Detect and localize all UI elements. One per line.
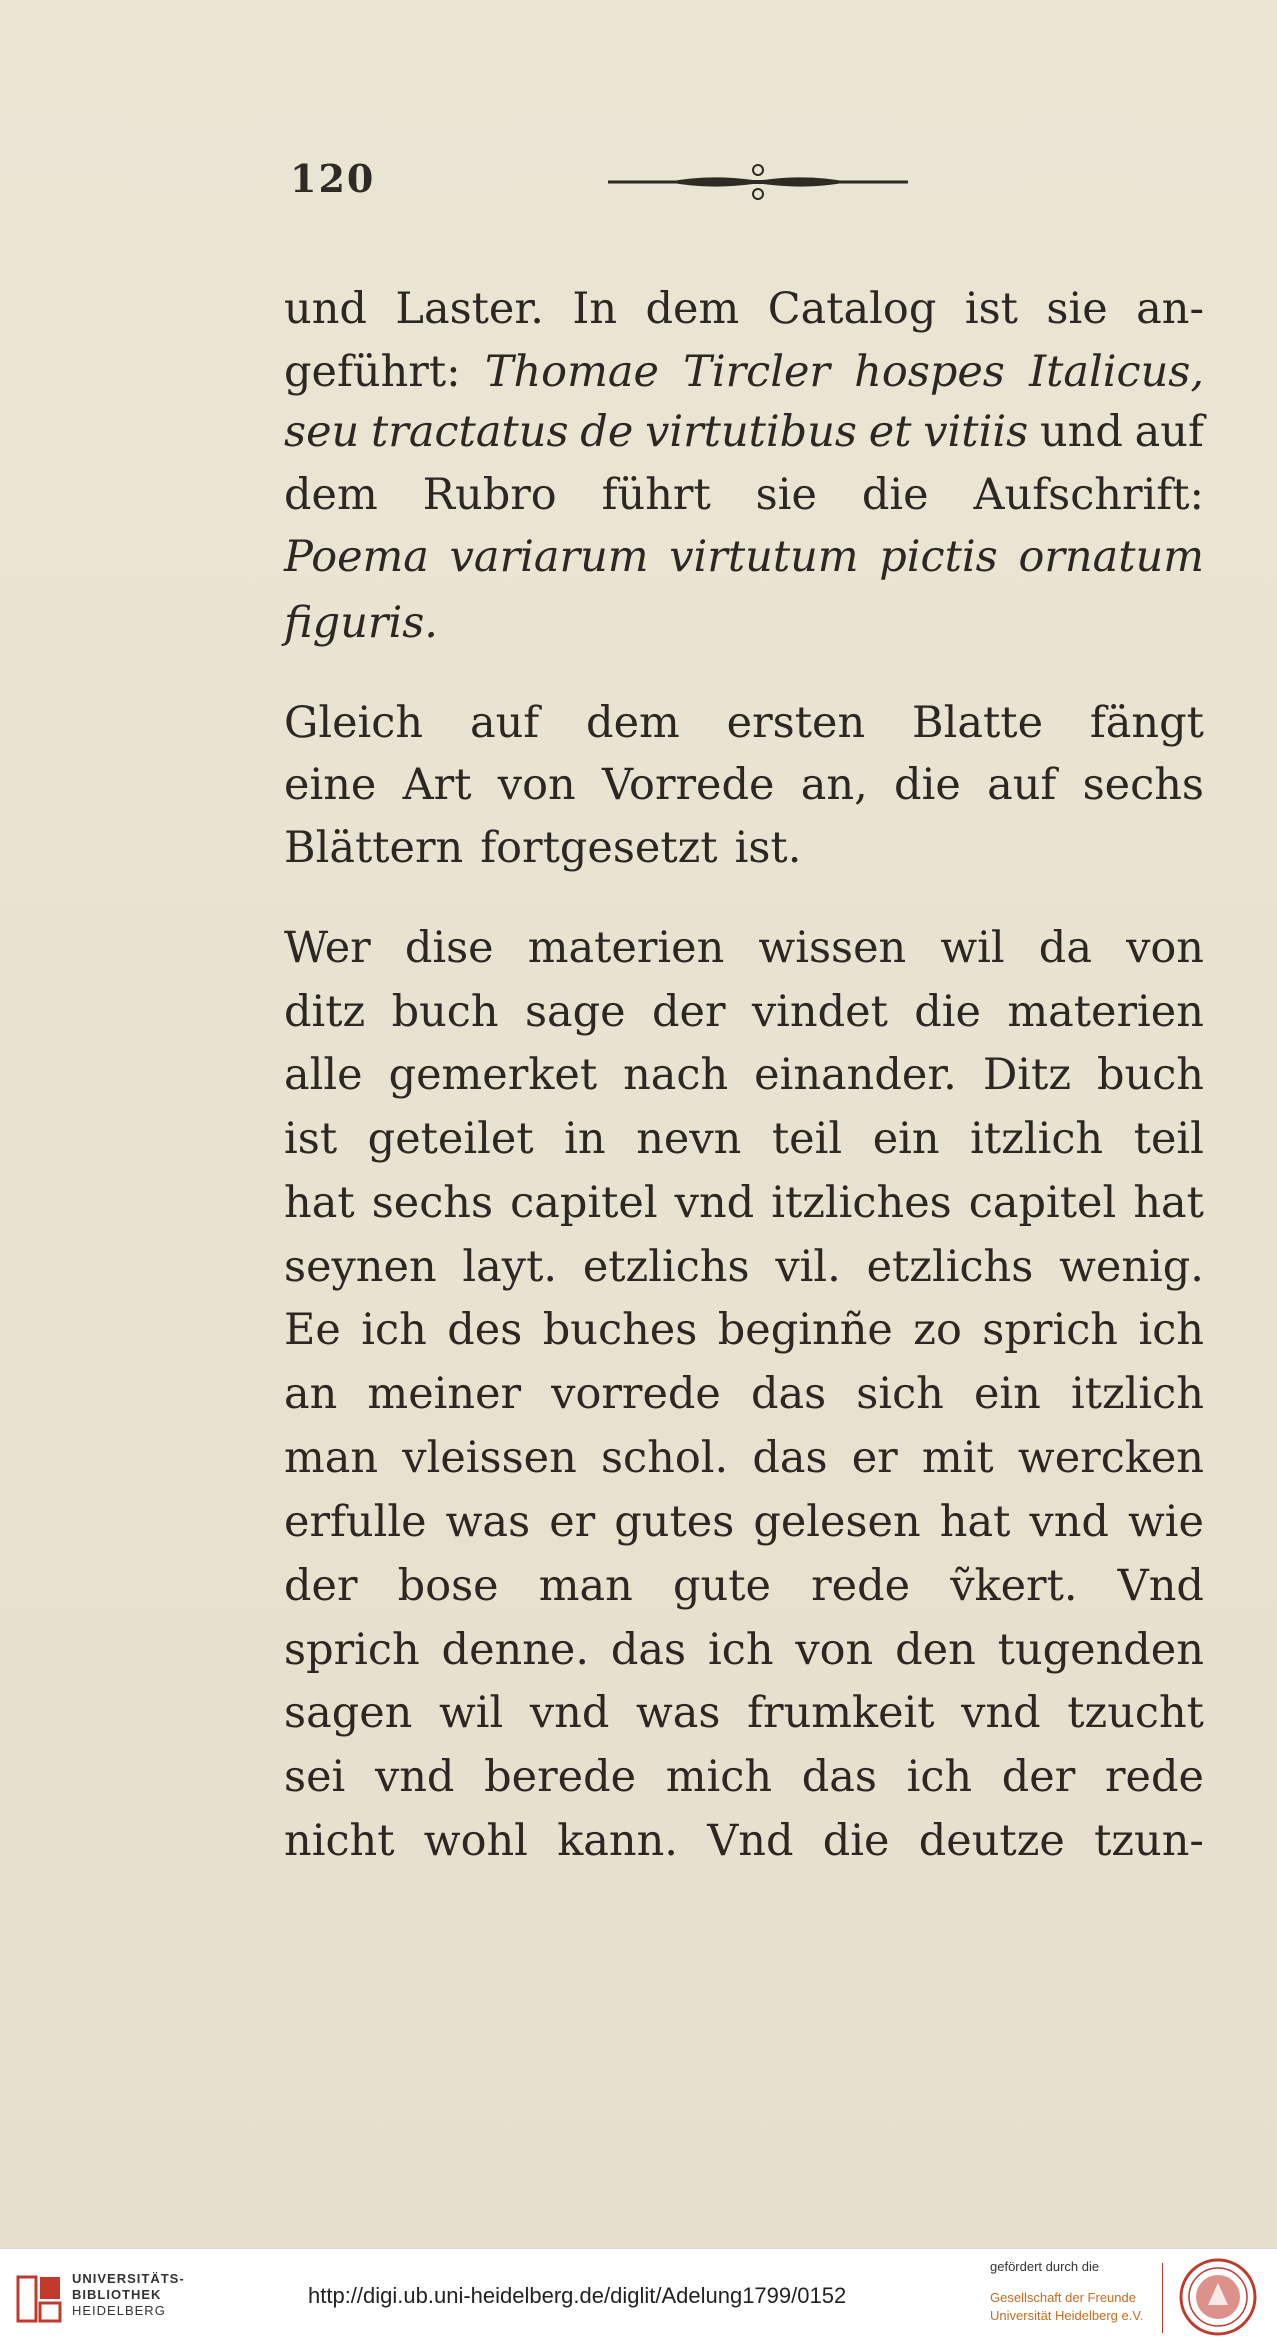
word: wie [1127, 1497, 1204, 1547]
word: bose [397, 1561, 499, 1611]
library-name-line3: HEIDELBERG [72, 2303, 166, 2318]
word: wercken [1017, 1433, 1204, 1483]
word: rede [1104, 1752, 1204, 1802]
word: mich [665, 1752, 773, 1802]
word: wenig. [1059, 1242, 1204, 1292]
word: mit [921, 1433, 994, 1483]
text-line [284, 1808, 1204, 1874]
word: Rubro [422, 470, 557, 520]
word: capitel [968, 1178, 1117, 1228]
word: Vnd [707, 1816, 794, 1866]
word: den [895, 1625, 976, 1675]
word: virtutibus [645, 407, 857, 457]
word: Poema [284, 532, 429, 582]
word: die [894, 760, 961, 810]
text-line [284, 752, 1204, 818]
text-line [284, 1106, 1204, 1172]
word: erfulle [284, 1497, 427, 1547]
word: buch [1096, 1050, 1204, 1100]
funded-by-label: gefördert durch die [990, 2259, 1100, 2274]
text-line [284, 462, 1204, 528]
word: etzlichs [866, 1242, 1034, 1292]
word: variarum [449, 532, 649, 582]
library-name-line2: BIBLIOTHEK [72, 2287, 162, 2302]
word: ein [973, 1369, 1041, 1419]
word: rede [811, 1561, 911, 1611]
word: er [851, 1433, 898, 1483]
word: auf [1134, 407, 1204, 457]
text-line [284, 1489, 1204, 1555]
word: das [610, 1625, 687, 1675]
word: itzlich [1070, 1369, 1204, 1419]
word: einander. [754, 1050, 957, 1100]
word: Catalog [767, 284, 937, 334]
word: ist. [734, 823, 802, 873]
word: an [284, 1369, 338, 1419]
word: vorrede [551, 1369, 721, 1419]
word: geteilet [367, 1114, 534, 1164]
word: da [1038, 923, 1092, 973]
word: tugenden [997, 1625, 1204, 1675]
word: vnd [529, 1688, 610, 1738]
word: man [538, 1561, 633, 1611]
university-library-logo [14, 2271, 64, 2327]
text-line [284, 1361, 1204, 1427]
word: itzliches [771, 1178, 952, 1228]
word: zo [913, 1305, 962, 1355]
word: ich [361, 1305, 427, 1355]
word: Ee [284, 1305, 341, 1355]
word: Tircler [683, 347, 830, 397]
word: In [572, 284, 618, 334]
text-line [284, 1170, 1204, 1236]
word: Aufschrift: [973, 470, 1204, 520]
text-line [284, 690, 1204, 756]
word: sprich [284, 1625, 420, 1675]
word: ṽkert. [950, 1561, 1078, 1611]
word: fortgesetzt [480, 823, 718, 873]
word: ist [284, 1114, 338, 1164]
word: alle [284, 1050, 363, 1100]
word: gute [673, 1561, 771, 1611]
word: vil. [775, 1242, 841, 1292]
word: wil [438, 1688, 504, 1738]
word: deutze [918, 1816, 1065, 1866]
word: führt [601, 470, 711, 520]
text-line [284, 1617, 1204, 1683]
word: sechs [371, 1178, 494, 1228]
word: etzlichs [582, 1242, 750, 1292]
word: auf [987, 760, 1057, 810]
text-line [284, 979, 1204, 1045]
ornament-rule [608, 160, 908, 204]
text-line [284, 524, 1204, 590]
word: was [445, 1497, 531, 1547]
word: sich [856, 1369, 944, 1419]
word: teil [1133, 1114, 1204, 1164]
word: nevn [636, 1114, 742, 1164]
word: was [635, 1688, 721, 1738]
text-line [284, 399, 1204, 465]
word: dem [645, 284, 740, 334]
word: tractatus [371, 407, 569, 457]
word: vleissen [402, 1433, 577, 1483]
word: auf [469, 698, 540, 748]
word: Gleich [284, 698, 424, 748]
text-line [284, 276, 1204, 342]
text-line [284, 915, 1204, 981]
word: Wer [284, 923, 371, 973]
word: das [801, 1752, 877, 1802]
word: an- [1136, 284, 1204, 334]
document-url[interactable]: http://digi.ub.uni-heidelberg.de/diglit/Adelung1799/0152 [308, 2283, 847, 2308]
word: pictis [879, 532, 998, 582]
word: Vorrede [601, 760, 775, 810]
word: denne. [441, 1625, 590, 1675]
word: sei [284, 1752, 346, 1802]
word: materien [1007, 987, 1204, 1037]
word: hat [1133, 1178, 1204, 1228]
word: sagen [284, 1688, 413, 1738]
word: Laster. [395, 284, 544, 334]
word: nicht [284, 1816, 395, 1866]
word: vnd [1029, 1497, 1109, 1547]
word: wohl [423, 1816, 528, 1866]
word: man [284, 1433, 379, 1483]
word: des [447, 1305, 523, 1355]
word: gemerket [388, 1050, 598, 1100]
word: itzlich [970, 1114, 1104, 1164]
word: hospes [854, 347, 1005, 397]
word: materien [527, 923, 725, 973]
word: der [284, 1561, 358, 1611]
word: seynen [284, 1242, 437, 1292]
word: hat [284, 1178, 355, 1228]
word: vnd [674, 1178, 755, 1228]
word: teil [771, 1114, 843, 1164]
university-seal-icon [1178, 2257, 1258, 2337]
word: hat [939, 1497, 1011, 1547]
word: ich [707, 1625, 774, 1675]
word: er [549, 1497, 596, 1547]
word: berede [484, 1752, 637, 1802]
word: de [580, 407, 634, 457]
word: von [497, 760, 576, 810]
library-name-line1: UNIVERSITÄTS- [72, 2271, 185, 2286]
word: geführt: [284, 347, 461, 397]
text-line [284, 339, 1204, 405]
word: beginñe [717, 1305, 893, 1355]
word: sie [755, 470, 817, 520]
word: von [1126, 923, 1204, 973]
word: ist [964, 284, 1018, 334]
word: sage [524, 987, 626, 1037]
text-line [284, 1680, 1204, 1746]
word: Italicus, [1029, 347, 1204, 397]
word: eine [284, 760, 377, 810]
word: buches [542, 1305, 698, 1355]
word: der [651, 987, 726, 1037]
text-line [284, 1425, 1204, 1491]
text-line [284, 1553, 1204, 1619]
word: ein [872, 1114, 940, 1164]
text-line [284, 1744, 1204, 1810]
word: Vnd [1117, 1561, 1204, 1611]
word: in [564, 1114, 606, 1164]
word: gelesen [753, 1497, 921, 1547]
word: fängt [1089, 698, 1204, 748]
word: ornatum [1018, 532, 1204, 582]
word: ditz [284, 987, 366, 1037]
word: Blatte [912, 698, 1044, 748]
word: layt. [462, 1242, 558, 1292]
word: Art [402, 760, 472, 810]
word: Blättern [284, 823, 464, 873]
word: ich [906, 1752, 973, 1802]
word: von [795, 1625, 874, 1675]
word: meiner [367, 1369, 522, 1419]
word: wissen [758, 923, 907, 973]
word: schol. [600, 1433, 729, 1483]
society-name-line2: Universität Heidelberg e.V. [990, 2308, 1144, 2323]
word: vitiis [923, 407, 1029, 457]
word: virtutum [669, 532, 859, 582]
word: gutes [614, 1497, 735, 1547]
word: capitel [510, 1178, 658, 1228]
word: das [750, 1369, 827, 1419]
word: vnd [374, 1752, 455, 1802]
text-line [284, 1042, 1204, 1108]
word: der [1001, 1752, 1076, 1802]
word: Thomae [484, 347, 659, 397]
word: die [861, 470, 929, 520]
word: seu [284, 407, 360, 457]
word: vnd [961, 1688, 1041, 1738]
text-line [284, 1297, 1204, 1363]
word: das [752, 1433, 828, 1483]
word: dem [586, 698, 680, 748]
word: tzun- [1094, 1816, 1204, 1866]
society-name-line1: Gesellschaft der Freunde [990, 2290, 1136, 2305]
footer-bar [0, 2248, 1277, 2341]
word: et [868, 407, 912, 457]
society-name [990, 2289, 1143, 2325]
word: die [822, 1816, 890, 1866]
word: dem [284, 470, 378, 520]
footer-divider [1162, 2263, 1163, 2333]
word: und [1039, 407, 1123, 457]
word: die [914, 987, 981, 1037]
text-line [284, 590, 1204, 656]
word: ich [1138, 1305, 1204, 1355]
word: sechs [1082, 760, 1204, 810]
word: Ditz [982, 1050, 1071, 1100]
word: frumkeit [747, 1688, 935, 1738]
word: buch [391, 987, 499, 1037]
page-number: 120 [290, 156, 376, 201]
library-name [72, 2271, 185, 2319]
word: ersten [726, 698, 866, 748]
word: vindet [751, 987, 888, 1037]
word: sie [1046, 284, 1108, 334]
word: kann. [557, 1816, 678, 1866]
word: nach [623, 1050, 729, 1100]
text-line [284, 815, 1204, 881]
word: dise [404, 923, 494, 973]
word: an, [800, 760, 868, 810]
word: figuris. [284, 598, 438, 648]
word: sprich [982, 1305, 1118, 1355]
word: und [284, 284, 367, 334]
word: wil [940, 923, 1005, 973]
text-line [284, 1234, 1204, 1300]
word: tzucht [1067, 1688, 1204, 1738]
